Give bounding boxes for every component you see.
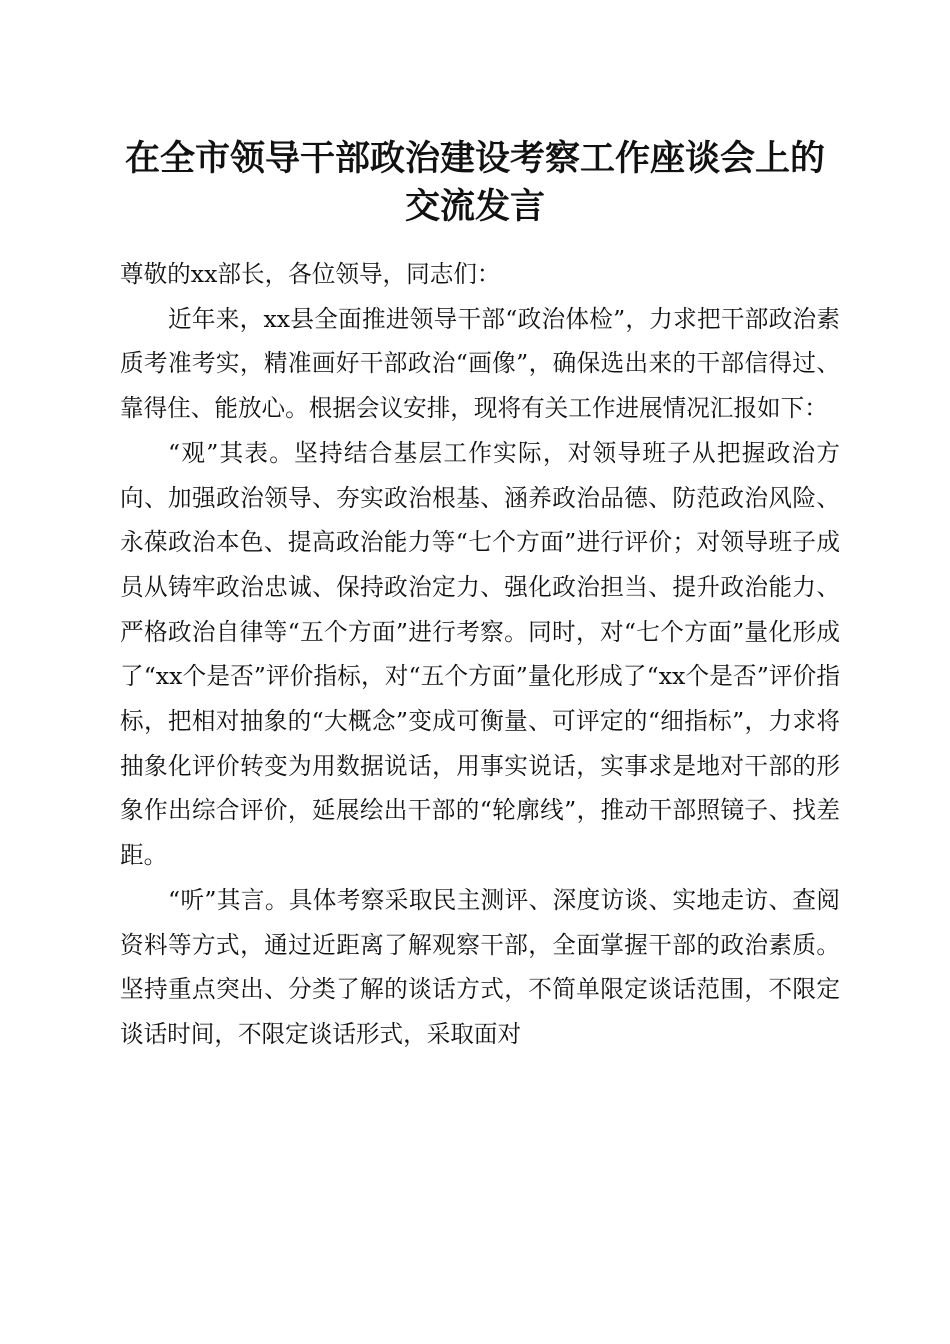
title-line-2: 交流发言 [404,186,545,227]
salutation: 尊敬的xx部长，各位领导，同志们： [120,260,501,288]
paragraph-observe: “观”其表。坚持结合基层工作实际，对领导班子从把握政治方向、加强政治领导、夯实政治根基、涵养政治品德、防范政治风险、永葆政治本色、提高政治能力等“七个方面”进行评价；对领导班子成员从铸牢政治忠诚、保持政治定力、强化政治担当、提升政治能力、严格政治自律等“五个方面”进行考察。同时，对“七个方面”量化形成了“xx个是否”评价指标，对“五个方面”量化形成了“xx个是否”评价指标，把相对抽象的“大概念”变成可衡量、可评定的“细指标”，力求将抽象化评价转变为用数据说话，用事实说话，实事求是地对干部的形象作出综合评价，延展绘出干部的“轮廓线”，推动干部照镜子、找差距。 [120,438,840,870]
paragraph-listen: “听”其言。具体考察采取民主测评、深度访谈、实地走访、查阅资料等方式，通过近距离了解观察干部，全面掌握干部的政治素质。坚持重点突出、分类了解的谈话方式，不简单限定谈话范围，不限定谈话时间，不限定谈话形式，采取面对 [120,885,840,1048]
paragraph-intro: 近年来，xx县全面推进领导干部“政治体检”，力求把干部政治素质考准考实，精准画好干部政治“画像”，确保选出来的干部信得过、靠得住、能放心。根据会议安排，现将有关工作进展情况汇报如下： [120,304,840,423]
title-line-1: 在全市领导干部政治建设考察工作座谈会上的 [124,138,825,179]
document-body [120,252,840,1057]
document-title [110,135,840,231]
